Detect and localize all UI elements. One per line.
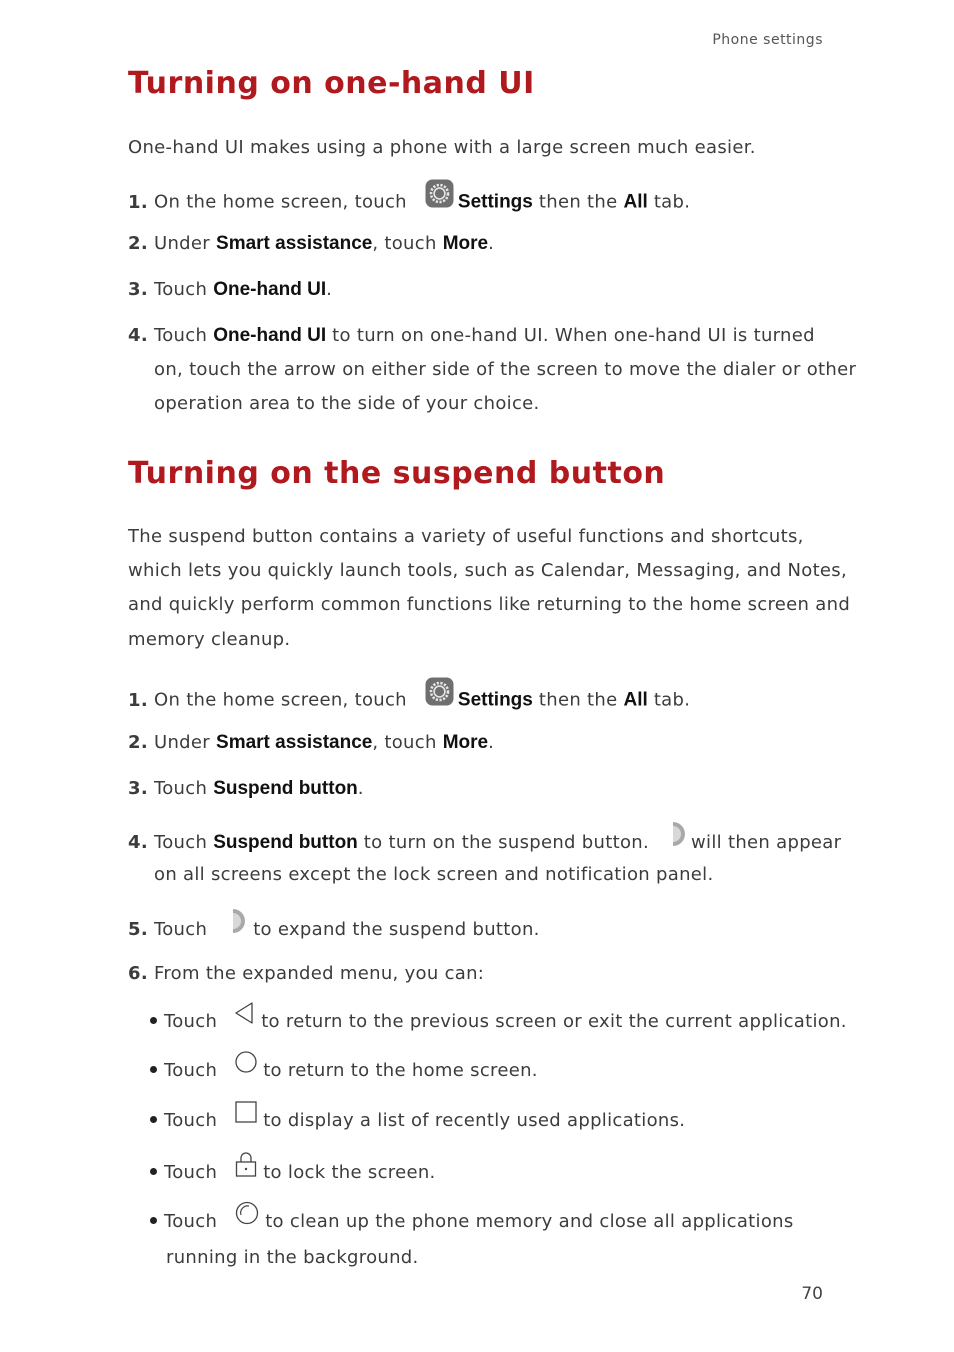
settings-gear-icon [425, 179, 454, 220]
intro-line-3: and quickly perform common functions like returning to the home screen and [128, 594, 851, 615]
step-text: then the [532, 191, 624, 213]
bullet-home [150, 1054, 538, 1088]
section-title-one-hand-ui: Turning on one-hand UI [128, 66, 535, 101]
suspend-button-label: Suspend button [213, 832, 358, 853]
bullet-lock [150, 1154, 436, 1192]
one-hand-ui-label: One-hand UI [213, 279, 327, 300]
bullet-cleanup [150, 1204, 794, 1240]
step-text: to turn on the suspend button. [357, 832, 649, 853]
intro-line-2: which lets you quickly launch tools, such as Calendar, Messaging, and Notes, [128, 560, 848, 581]
step-text: . [357, 778, 364, 799]
step-text: . [488, 732, 495, 753]
step-text: , touch [372, 233, 443, 254]
lock-icon [235, 1151, 257, 1189]
step-number: 1. [128, 191, 148, 213]
more-label: More [442, 732, 489, 753]
step-number: 3. [128, 279, 148, 300]
step-text: then the [532, 689, 624, 711]
bullet-text: Touch [164, 1110, 218, 1131]
step-2 [128, 726, 494, 760]
step-number: 5. [128, 919, 148, 940]
step-text: Touch [154, 919, 208, 940]
step-text: . [326, 279, 333, 300]
step-text: to turn on one-hand UI. When one-hand UI is turned [326, 325, 815, 346]
step-text: On the home screen, touch [154, 191, 407, 213]
step-text: tab. [647, 689, 691, 711]
intro-paragraph: One-hand UI makes using a phone with a large screen much easier. [128, 137, 756, 158]
step-number: 2. [128, 233, 148, 254]
suspend-button-label: Suspend button [213, 778, 358, 799]
step-4-line-3: operation area to the side of your choice. [154, 393, 540, 414]
bullet-text: Touch [164, 1162, 218, 1183]
step-text: Touch [154, 832, 214, 853]
section-title-suspend-button: Turning on the suspend button [128, 456, 666, 491]
bullet-text: Touch [164, 1211, 218, 1232]
running-header: Phone settings [712, 32, 823, 48]
bullet-text: to return to the previous screen or exit the current application. [261, 1011, 847, 1032]
bullet-dot [150, 1066, 157, 1073]
step-number: 4. [128, 832, 148, 853]
bullet-dot [150, 1168, 157, 1175]
step-3 [128, 772, 364, 806]
step-text: Touch [154, 325, 214, 346]
recent-apps-square-icon [235, 1101, 257, 1135]
step-text: Under [154, 233, 217, 254]
step-number: 2. [128, 732, 148, 753]
all-tab-label: All [623, 689, 648, 711]
step-text: On the home screen, touch [154, 689, 407, 711]
step-text: From the expanded menu, you can: [154, 963, 485, 984]
more-label: More [442, 233, 489, 254]
memory-cleanup-icon [235, 1201, 259, 1237]
step-text: , touch [372, 732, 443, 753]
step-text: . [488, 233, 495, 254]
bullet-text: Touch [164, 1060, 218, 1081]
bullet-text: Touch [164, 1011, 218, 1032]
bullet-text: to clean up the phone memory and close all applications [265, 1211, 794, 1232]
intro-line-4: memory cleanup. [128, 629, 291, 650]
bullet-dot [150, 1217, 157, 1224]
step-text: tab. [647, 191, 691, 213]
settings-label: Settings [457, 689, 533, 711]
step-1 [128, 680, 690, 721]
bullet-text: to return to the home screen. [263, 1060, 538, 1081]
suspend-button-icon [231, 908, 247, 946]
bullet-back [150, 1004, 847, 1040]
step-2 [128, 227, 494, 261]
settings-label: Settings [457, 191, 533, 213]
page-number: 70 [801, 1284, 823, 1304]
settings-gear-icon [425, 677, 454, 718]
step-number: 1. [128, 689, 148, 711]
home-circle-icon [235, 1051, 257, 1085]
intro-line-1: The suspend button contains a variety of useful functions and shortcuts, [128, 526, 804, 547]
smart-assistance-label: Smart assistance [216, 732, 373, 753]
step-number: 4. [128, 325, 148, 346]
step-text: Under [154, 732, 217, 753]
step-4-line-2: on all screens except the lock screen and notification panel. [154, 864, 714, 885]
bullet-cleanup-line-2: running in the background. [166, 1247, 419, 1268]
bullet-dot [150, 1017, 157, 1024]
step-1 [128, 182, 690, 223]
step-4-line-2: on, touch the arrow on either side of the screen to move the dialer or other [154, 359, 857, 380]
step-number: 3. [128, 778, 148, 799]
step-3 [128, 273, 332, 307]
step-6 [128, 957, 484, 991]
step-4 [128, 319, 815, 353]
suspend-button-icon [671, 821, 687, 859]
step-text: Touch [154, 279, 214, 300]
all-tab-label: All [623, 191, 648, 213]
step-text: Touch [154, 778, 214, 799]
bullet-text: to lock the screen. [263, 1162, 436, 1183]
smart-assistance-label: Smart assistance [216, 233, 373, 254]
one-hand-ui-label: One-hand UI [213, 325, 327, 346]
step-5 [128, 911, 540, 949]
bullet-recent [150, 1104, 685, 1138]
step-4 [128, 824, 841, 862]
bullet-dot [150, 1116, 157, 1123]
bullet-text: to display a list of recently used applications. [263, 1110, 686, 1131]
back-triangle-icon [233, 1001, 255, 1037]
step-number: 6. [128, 963, 148, 984]
step-text: will then appear [691, 832, 842, 853]
step-text: to expand the suspend button. [253, 919, 540, 940]
